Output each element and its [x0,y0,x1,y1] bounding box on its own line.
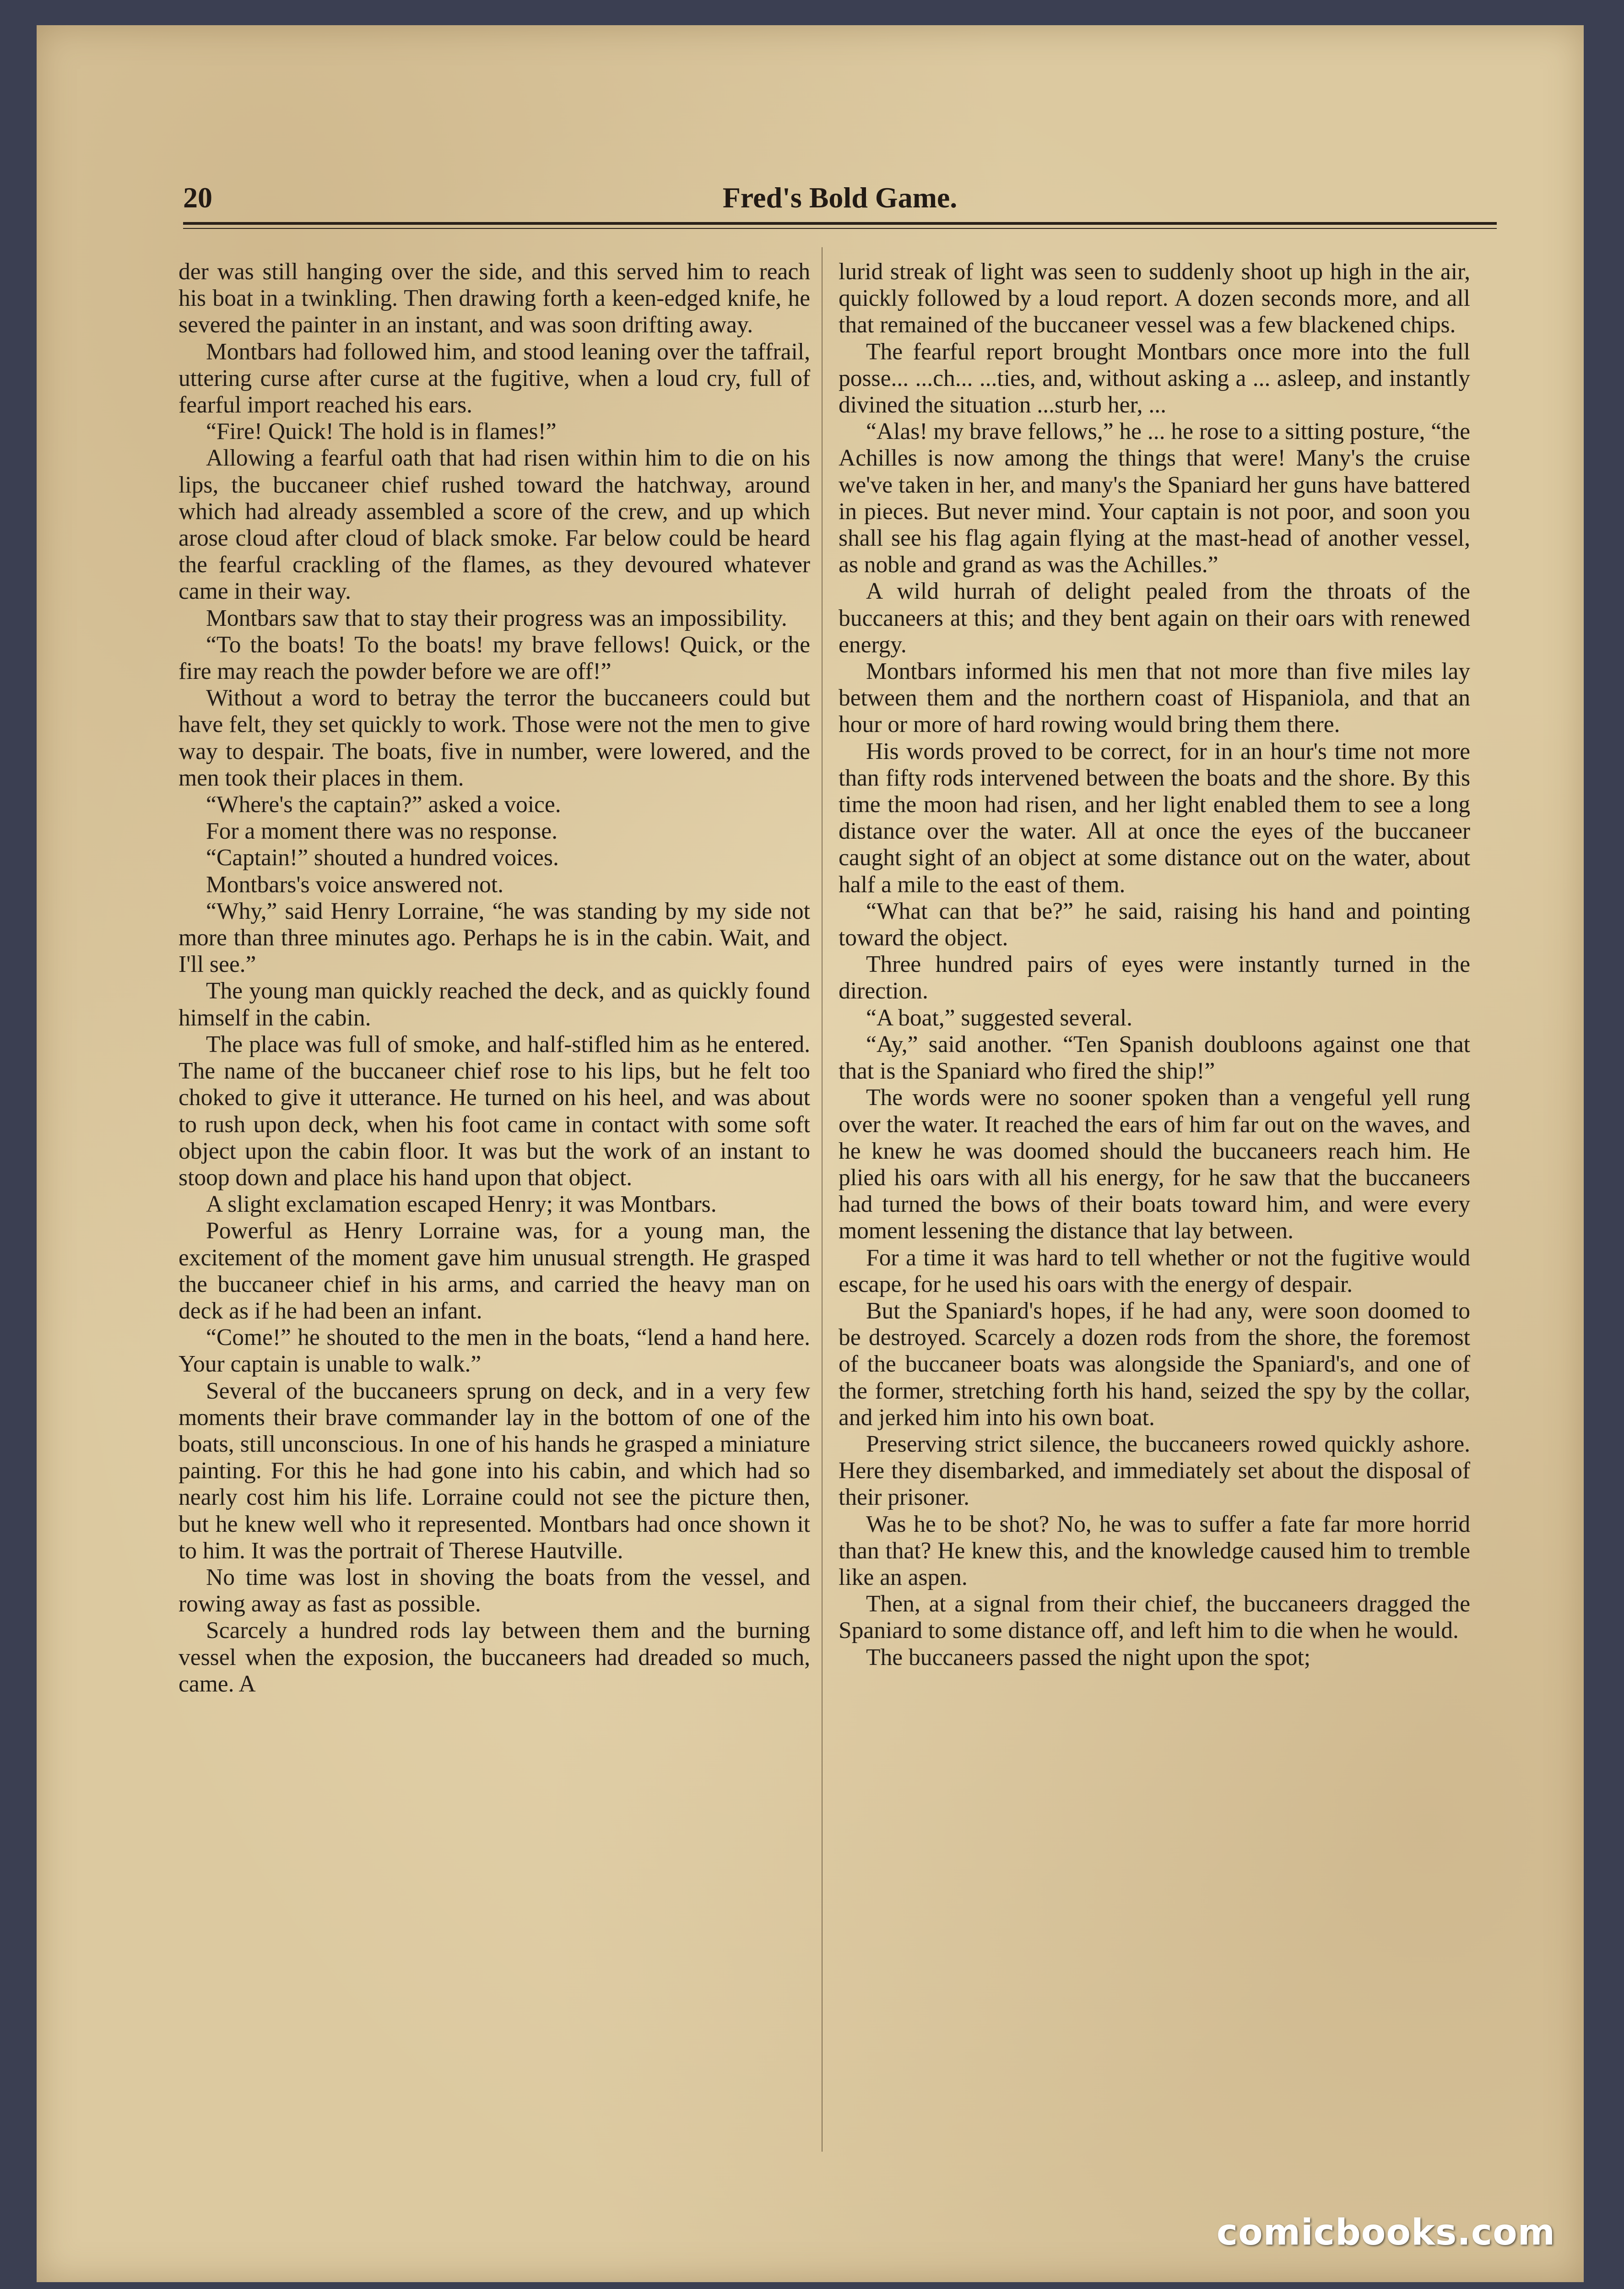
paragraph: “Where's the captain?” asked a voice. [206,792,561,818]
page-number: 20 [183,181,212,214]
paragraph: The fearful report brought Montbars once more into the full posse... ...ch... ...ties, and, without asking a ... asleep, and instantly divined the situation ...sturb her, ... [839,338,1470,418]
right-column [839,259,1470,1671]
paragraph: For a moment there was no response. [206,818,558,845]
paragraph: “Captain!” shouted a hundred voices. [206,845,559,871]
paragraph: Montbars saw that to stay their progress was an impossibility. [206,605,787,631]
paragraph: “To the boats! To the boats! my brave fellows! Quick, or the fire may reach the powder before we are off!” [179,631,810,685]
paragraph: “Come!” he shouted to the men in the boats, “lend a hand here. Your captain is unable to walk.” [179,1324,810,1378]
paragraph: Montbars had followed him, and stood leaning over the taffrail, uttering curse after curse at the fugitive, when a loud cry, full of fearful import reached his ears. [179,338,810,418]
paragraph: Then, at a signal from their chief, the buccaneers dragged the Spaniard to some distance off, and left him to die when he would. [839,1591,1470,1644]
page-header [183,181,1497,217]
paragraph: Allowing a fearful oath that had risen within him to die on his lips, the buccaneer chief rushed toward the hatchway, around which had already assembled a score of the crew, and up which arose cloud after cloud of black smoke. Far below could be heard the fearful crackling of the flames, as they devoured whatever came in their way. [179,445,810,605]
paragraph: Three hundred pairs of eyes were instantly turned in the direction. [839,951,1470,1004]
paragraph: Was he to be shot? No, he was to suffer a fate far more horrid than that? He knew this, and the knowledge caused him to tremble like an aspen. [839,1511,1470,1590]
paragraph: Powerful as Henry Lorraine was, for a young man, the excitement of the moment gave him unusual strength. He grasped the buccaneer chief in his arms, and carried the heavy man on deck as if he had been an infant. [179,1218,810,1324]
paragraph: “Alas! my brave fellows,” he ... he rose to a sitting posture, “the Achilles is now among the things that were! Many's the cruise we've taken in her, and many's the Spaniard her guns have battered in pieces. But never mind. Your captain is not poor, and soon you shall see his flag again flying at the mast-head of another vessel, as noble and grand as was the Achilles.” [839,418,1471,578]
paragraph: The buccaneers passed the night upon the spot; [866,1644,1311,1671]
header-rule-thin [183,228,1497,229]
paragraph: “A boat,” suggested several. [866,1004,1133,1031]
paragraph: His words proved to be correct, for in an hour's time not more than fifty rods intervened between the boats and the shore. By this time the moon had risen, and her light enabled them to see a long distance over the water. All at once the eyes of the buccaneer caught sight of an object at some distance out on the water, about half a mile to the east of them. [839,738,1470,898]
paragraph: “Ay,” said another. “Ten Spanish doubloons against one that that is the Spaniard who fired the ship!” [839,1031,1470,1085]
paragraph: lurid streak of light was seen to suddenly shoot up high in the air, quickly followed by a loud report. A dozen seconds more, and all that remained of the buccaneer vessel was a few blackened chips. [839,259,1470,338]
paragraph: “Fire! Quick! The hold is in flames!” [206,418,557,445]
left-column [179,259,810,1698]
paragraph: A wild hurrah of delight pealed from the throats of the buccaneers at this; and they bent again on their oars with renewed energy. [839,578,1470,658]
paragraph: But the Spaniard's hopes, if he had any, were soon doomed to be destroyed. Scarcely a dozen rods from the shore, the foremost of the buccaneer boats was alongside the Spaniard's, and one of the former, stretching forth his hand, seized the spy by the collar, and jerked him into his own boat. [839,1297,1470,1431]
paragraph: Montbars informed his men that not more than five miles lay between them and the northern coast of Hispaniola, and that an hour or more of hard rowing would bring them there. [839,658,1470,738]
paragraph: The young man quickly reached the deck, and as quickly found himself in the cabin. [179,978,810,1031]
paragraph: “Why,” said Henry Lorraine, “he was standing by my side not more than three minutes ago. Perhaps he is in the cabin. Wait, and I'll see.” [179,898,810,978]
watermark: comicbooks.com [1216,2212,1555,2253]
column-divider [822,247,823,2152]
paragraph: Several of the buccaneers sprung on deck, and in a very few moments their brave commander lay in the bottom of one of the boats, still unconscious. In one of his hands he grasped a miniature painting. For this he had gone into his cabin, and which had so nearly cost him his life. Lorraine could not see the picture then, but he knew well who it represented. Montbars had once shown it to him. It was the portrait of Therese Hautville. [179,1378,810,1564]
paragraph: Scarcely a hundred rods lay between them and the burning vessel when the exposion, the buccaneers had dreaded so much, came. A [179,1617,810,1697]
paragraph: Without a word to betray the terror the buccaneers could but have felt, they set quickly to work. Those were not the men to give way to despair. The boats, five in number, were lowered, and the men took their places in them. [179,685,810,791]
paragraph: “What can that be?” he said, raising his hand and pointing toward the object. [839,898,1470,951]
paragraph: der was still hanging over the side, and this served him to reach his boat in a twinkling. Then drawing forth a keen-edged knife, he severed the painter in an instant, and was soon drifting away. [179,259,810,338]
paragraph: Montbars's voice answered not. [206,871,504,898]
header-rule [183,222,1497,225]
paragraph: A slight exclamation escaped Henry; it was Montbars. [206,1191,717,1218]
paragraph: The place was full of smoke, and half-stifled him as he entered. The name of the buccaneer chief rose to his lips, but he felt too choked to give it utterance. He turned on his heel, and was about to rush upon deck, when his foot came in contact with some soft object upon the cabin floor. It was but the work of an instant to stoop down and place his hand upon that object. [179,1031,810,1191]
paragraph: For a time it was hard to tell whether or not the fugitive would escape, for he used his oars with the energy of despair. [839,1244,1470,1297]
running-title: Fred's Bold Game. [722,181,958,214]
paragraph: No time was lost in shoving the boats from the vessel, and rowing away as fast as possible. [179,1564,810,1617]
paragraph: Preserving strict silence, the buccaneers rowed quickly ashore. Here they disembarked, and immediately set about the disposal of their prisoner. [839,1431,1470,1511]
paragraph: The words were no sooner spoken than a vengeful yell rung over the water. It reached the ears of him far out on the waves, and he knew he was doomed should the buccaneers reach him. He plied his oars with all his energy, for he saw that the buccaneers had turned the bows of their boats toward him, and were every moment lessening the distance that lay between. [839,1085,1470,1244]
